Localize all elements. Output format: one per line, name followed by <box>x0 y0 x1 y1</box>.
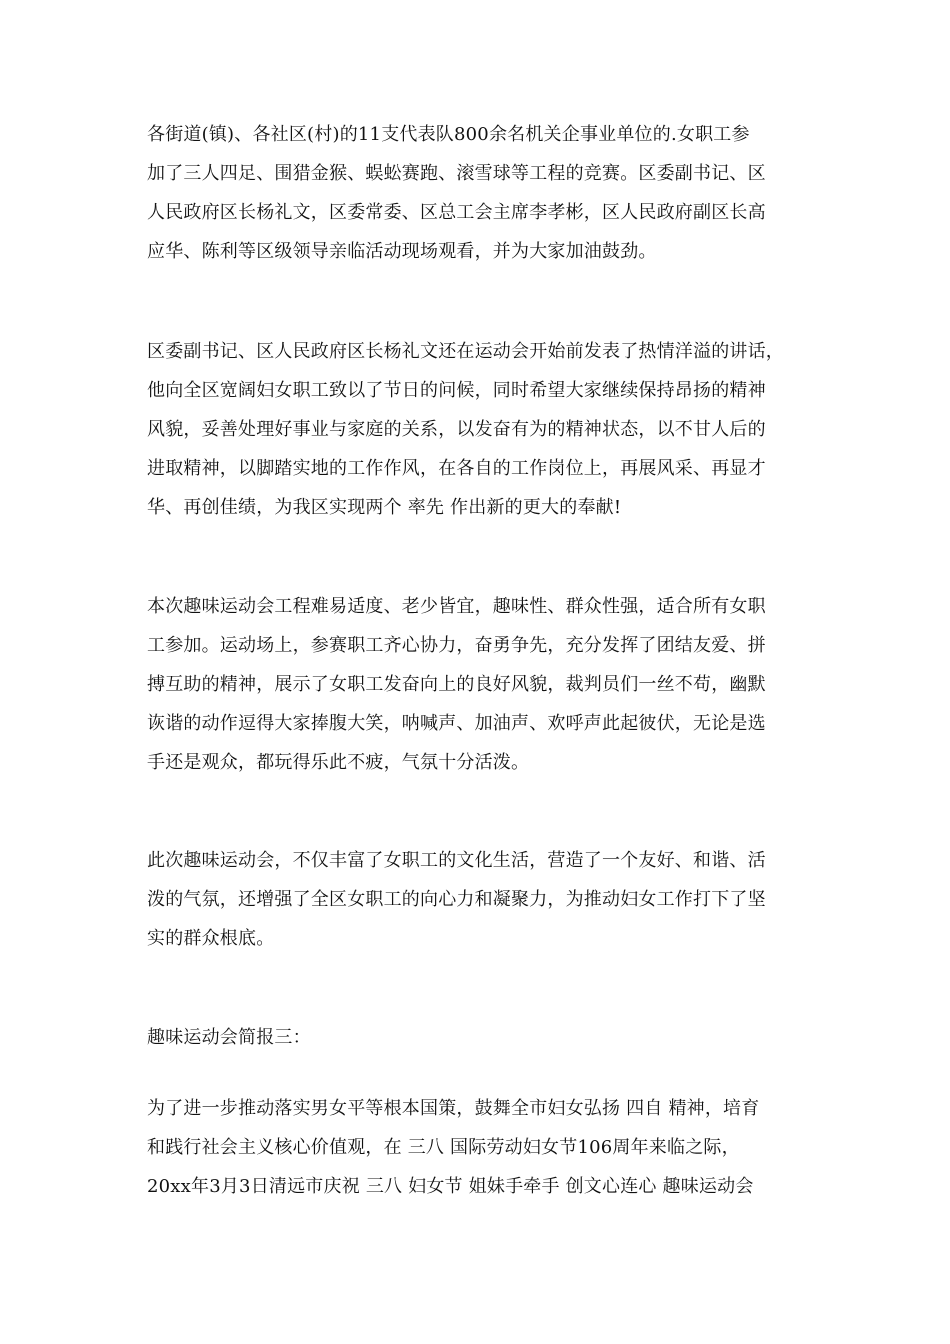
paragraph-4 <box>147 841 827 958</box>
text-line: 工参加。运动场上，参赛职工齐心协力，奋勇争先，充分发挥了团结友爱、拼 <box>147 635 766 656</box>
text-line: 应华、陈利等区级领导亲临活动现场观看，并为大家加油鼓劲。 <box>147 241 657 262</box>
text-line: 本次趣味运动会工程难易适度、老少皆宜，趣味性、群众性强，适合所有女职 <box>147 596 766 617</box>
paragraph-3 <box>147 587 827 782</box>
paragraph-6 <box>147 1089 827 1206</box>
text-line: 加了三人四足、围猎金猴、蜈蚣赛跑、滚雪球等工程的竞赛。区委副书记、区 <box>147 163 766 184</box>
paragraph-2 <box>147 332 827 527</box>
text-line: 风貌，妥善处理好事业与家庭的关系，以发奋有为的精神状态，以不甘人后的 <box>147 419 766 440</box>
text-line: 泼的气氛，还增强了全区女职工的向心力和凝聚力，为推动妇女工作打下了坚 <box>147 889 766 910</box>
paragraph-1 <box>147 115 827 271</box>
text-line: 趣味运动会简报三： <box>147 1027 311 1048</box>
text-line: 搏互助的精神，展示了女职工发奋向上的良好风貌，裁判员们一丝不苟，幽默 <box>147 674 766 695</box>
text-line: 和践行社会主义核心价值观，在 三八 国际劳动妇女节106周年来临之际， <box>147 1137 740 1158</box>
text-line: 他向全区宽阔妇女职工致以了节日的问候，同时希望大家继续保持昂扬的精神 <box>147 380 766 401</box>
text-line: 区委副书记、区人民政府区长杨礼文还在运动会开始前发表了热情洋溢的讲话， <box>147 341 784 362</box>
text-line: 人民政府区长杨礼文，区委常委、区总工会主席李孝彬，区人民政府副区长高 <box>147 202 766 223</box>
text-line: 为了进一步推动落实男女平等根本国策，鼓舞全市妇女弘扬 四自 精神，培育 <box>147 1098 760 1119</box>
text-line: 此次趣味运动会，不仅丰富了女职工的文化生活，营造了一个友好、和谐、活 <box>147 850 766 871</box>
text-line: 诙谐的动作逗得大家捧腹大笑，呐喊声、加油声、欢呼声此起彼伏，无论是选 <box>147 713 766 734</box>
text-line: 20xx年3月3日清远市庆祝 三八 妇女节 姐妹手牵手 创文心连心 趣味运动会 <box>147 1176 754 1197</box>
section-heading <box>147 1018 827 1057</box>
text-line: 进取精神，以脚踏实地的工作作风，在各自的工作岗位上，再展风采、再显才 <box>147 458 766 479</box>
text-line: 手还是观众，都玩得乐此不疲，气氛十分活泼。 <box>147 752 530 773</box>
text-line: 各街道(镇)、各社区(村)的11支代表队800余名机关企事业单位的.女职工参 <box>147 124 750 145</box>
text-line: 实的群众根底。 <box>147 928 275 949</box>
text-line: 华、再创佳绩，为我区实现两个 率先 作出新的更大的奉献! <box>147 497 622 518</box>
